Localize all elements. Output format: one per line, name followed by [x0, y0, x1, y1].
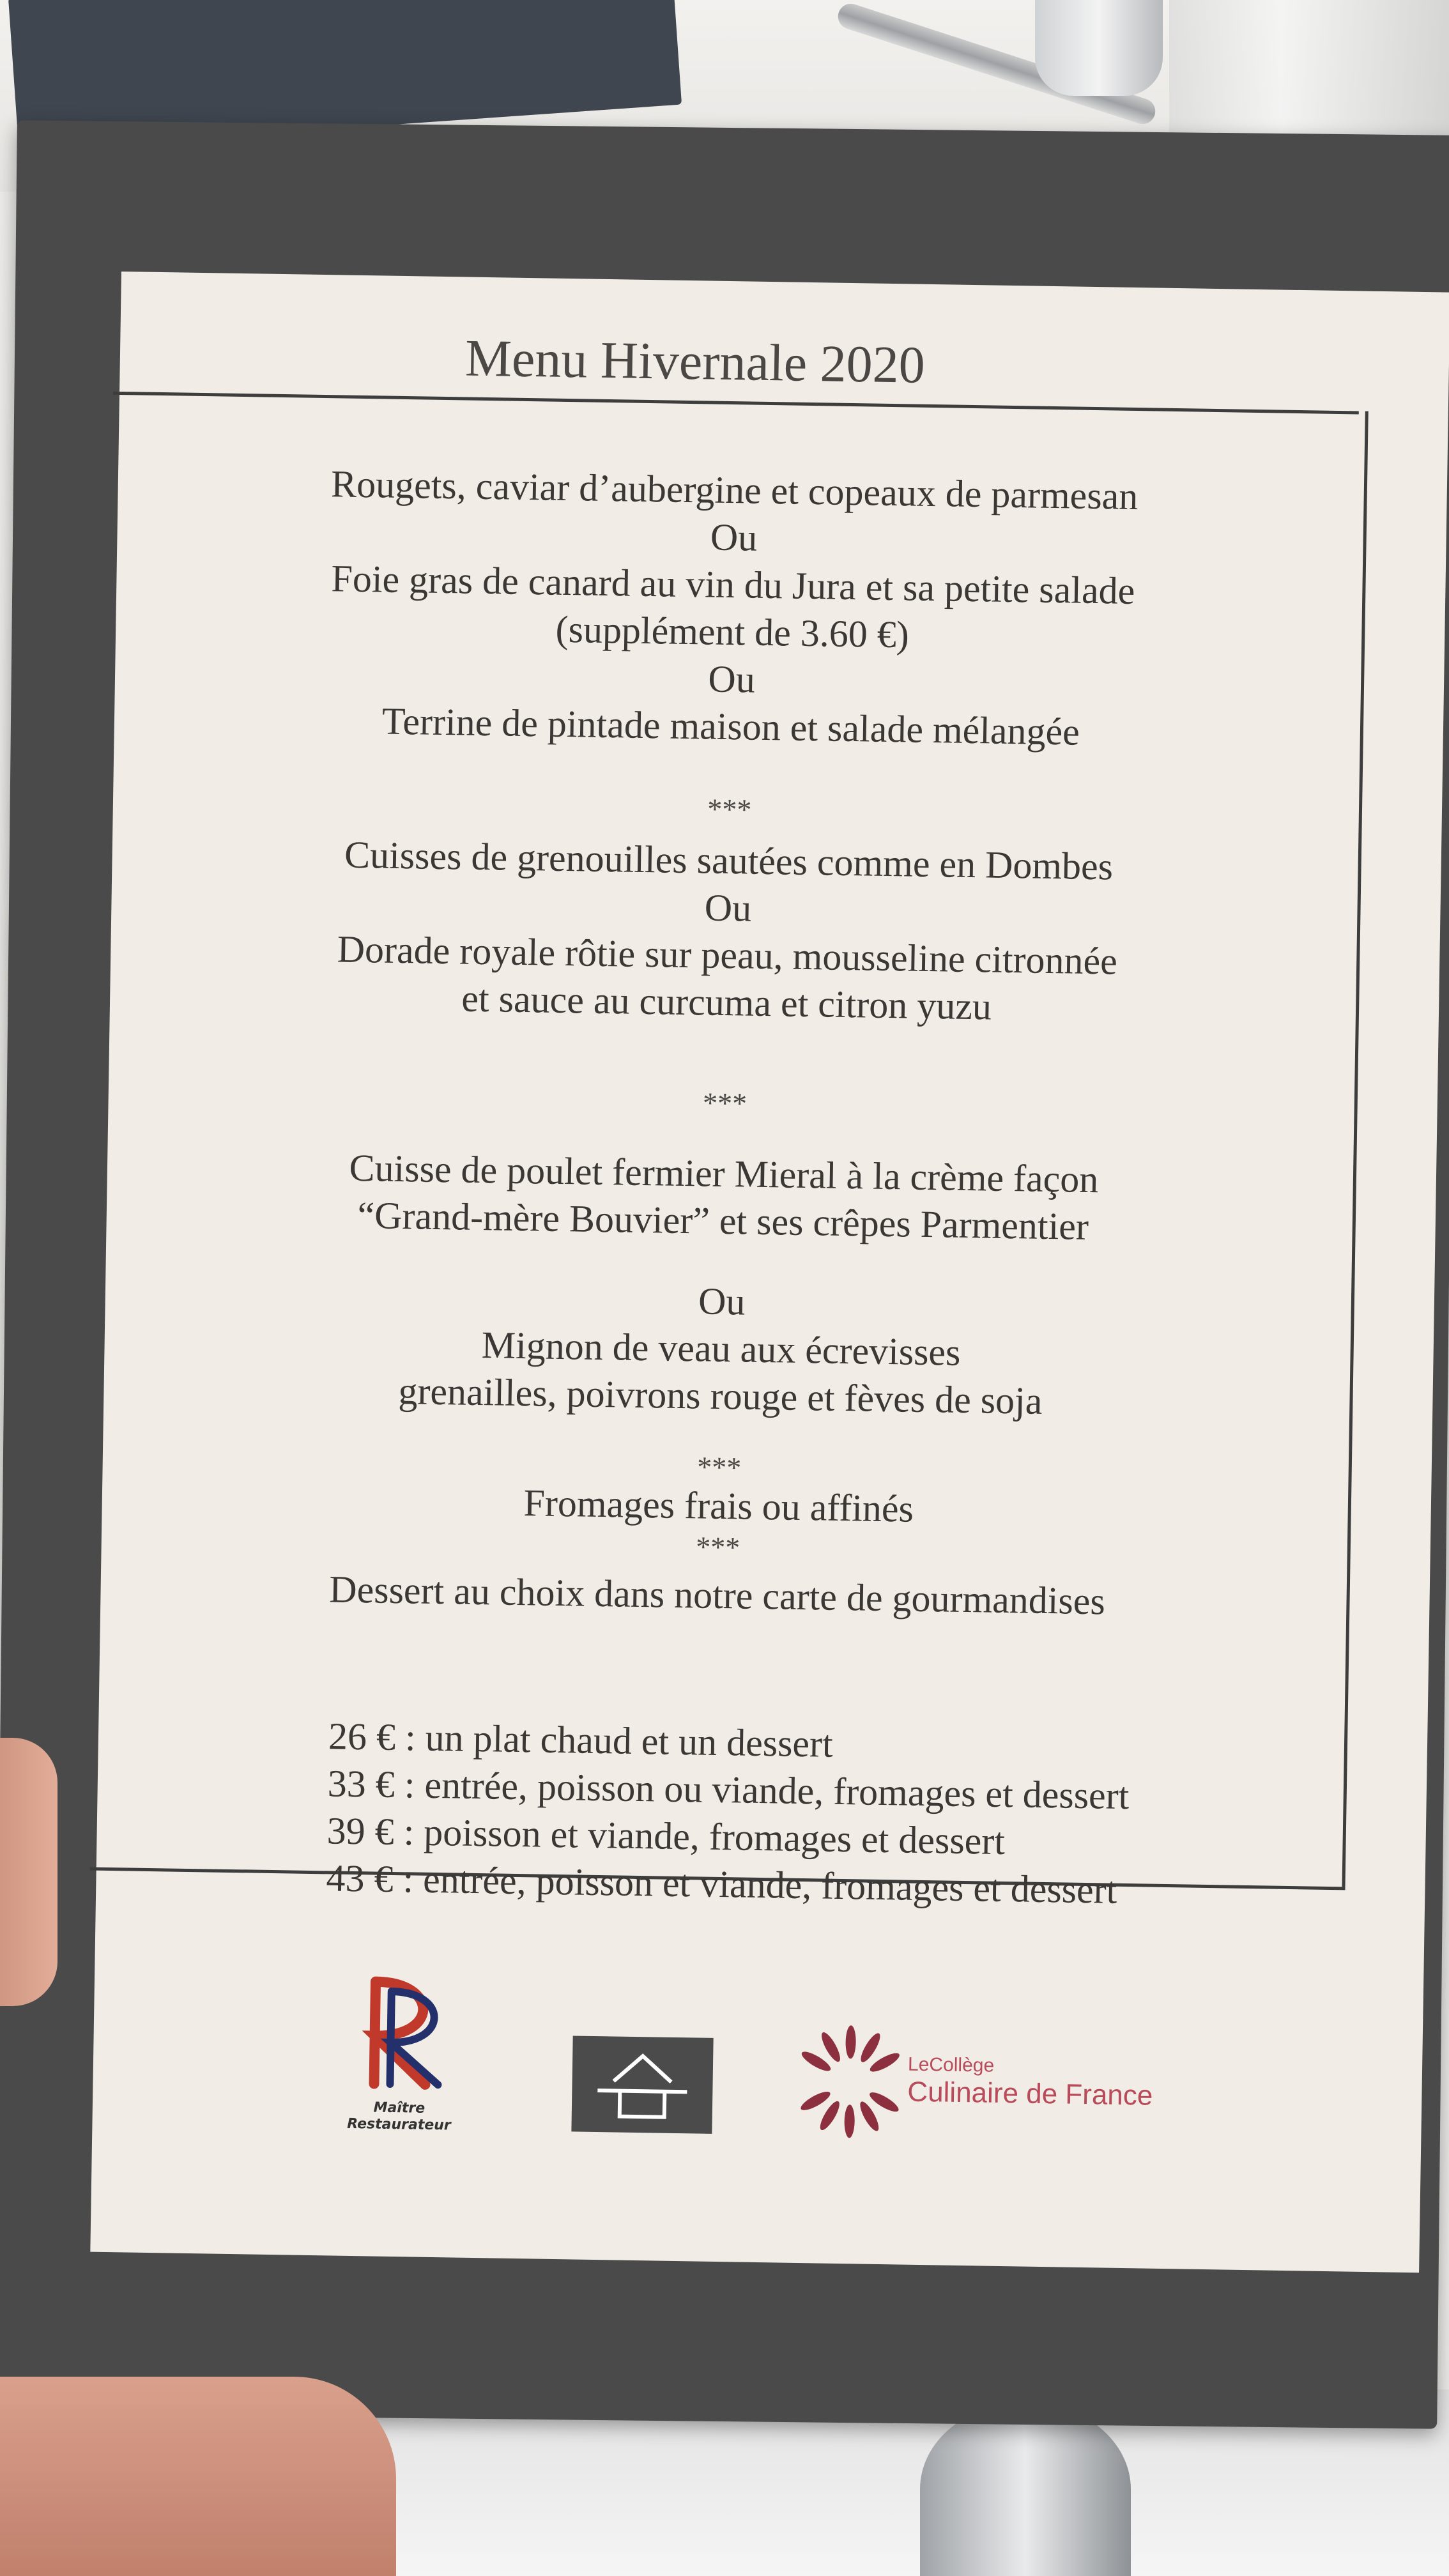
cheese-line: Fromages frais ou affinés	[523, 1482, 914, 1530]
fish-line: Dorade royale rôtie sur peau, mousseline citronnée	[337, 928, 1118, 983]
price-line: 33 € : entrée, poisson ou viande, fromages et dessert	[327, 1762, 1130, 1818]
logo-text: Maître	[373, 2099, 425, 2117]
meat-line: grenailles, poivrons rouge et fèves de soja	[397, 1370, 1043, 1422]
menu-sheet	[90, 272, 1449, 2273]
menu-title: Menu Hivernale 2020	[464, 328, 926, 394]
fish-line: Cuisses de grenouilles sautées comme en Dombes	[344, 833, 1114, 888]
fish-section	[110, 827, 1346, 1036]
separator: ***	[707, 792, 752, 826]
maitre-restaurateur-logo	[328, 1974, 471, 2155]
starter-line: Terrine de pintade maison et salade mélangée	[381, 700, 1080, 753]
supplement-line: (supplément de 3.60 €)	[555, 608, 910, 656]
price-list	[326, 1712, 1130, 1914]
logo-text: Restaurateur	[347, 2115, 451, 2134]
or-line: Ou	[707, 657, 756, 701]
house-icon	[571, 2035, 713, 2133]
price-line: 39 € : poisson et viande, fromages et dessert	[326, 1809, 1006, 1863]
meat-section-a	[106, 1140, 1340, 1254]
price-line: 26 € : un plat chaud et un dessert	[328, 1715, 834, 1765]
thumb	[0, 1738, 57, 2006]
starters-section	[114, 457, 1351, 760]
meat-line: Mignon de veau aux écrevisses	[481, 1324, 961, 1374]
fish-line: et sauce au curcuma et citron yuzu	[461, 977, 992, 1028]
separator: ***	[695, 1530, 740, 1564]
logo-text-big: Culinaire de France	[907, 2076, 1153, 2112]
house-logo	[571, 2035, 713, 2133]
knife-blade	[1035, 0, 1163, 96]
price-line: 43 € : entrée, poisson et viande, fromages et dessert	[326, 1857, 1117, 1912]
or-line: Ou	[698, 1280, 746, 1323]
starter-line: Rougets, caviar d’aubergine et copeaux de parmesan	[330, 463, 1138, 518]
r-logo-icon	[329, 1974, 471, 2097]
sunburst-icon	[795, 2007, 906, 2156]
starter-line: Foie gras de canard au vin du Jura et sa petite salade	[331, 557, 1135, 612]
separator: ***	[702, 1086, 747, 1120]
or-line: Ou	[704, 886, 752, 930]
logo-text-small: LeCollège	[907, 2053, 995, 2076]
hand	[0, 2377, 396, 2576]
dessert-line: Dessert au choix dans notre carte de gourmandises	[328, 1568, 1106, 1623]
or-line: Ou	[710, 516, 758, 559]
college-culinaire-logo	[795, 2007, 1155, 2160]
meat-line: “Grand-mère Bouvier” et ses crêpes Parmentier	[357, 1193, 1089, 1248]
meat-line: Cuisse de poulet fermier Mieral à la crème façon	[349, 1146, 1099, 1201]
meat-section-b	[103, 1268, 1338, 1429]
spoon-bottom	[920, 2402, 1131, 2576]
separator: ***	[696, 1450, 742, 1484]
